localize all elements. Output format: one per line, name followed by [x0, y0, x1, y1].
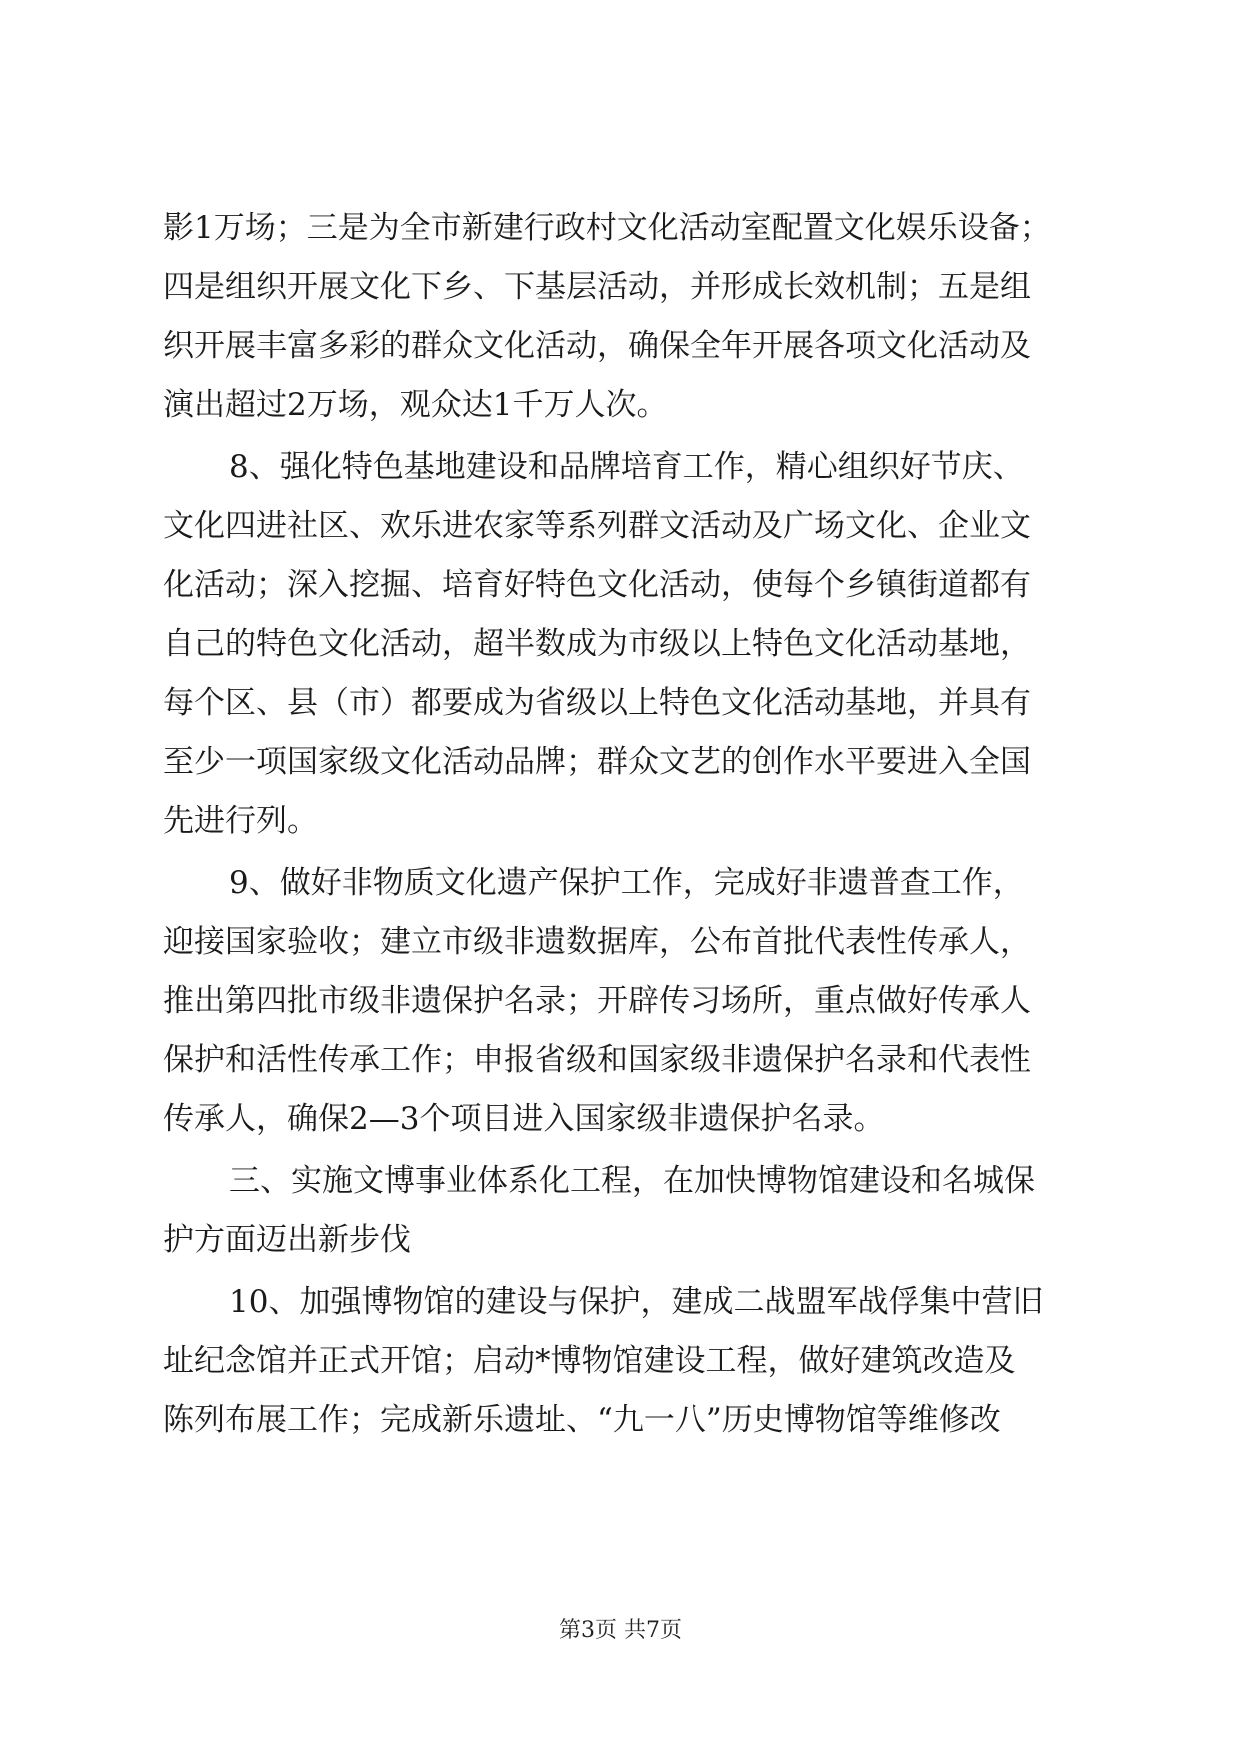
text-line: 织开展丰富多彩的群众文化活动，确保全年开展各项文化活动及 — [163, 328, 1031, 364]
text-line: 至少一项国家级文化活动品牌；群众文艺的创作水平要进入全国 — [163, 744, 1031, 780]
paragraph-10-heading-line: 10、加强博物馆的建设与保护，建成二战盟军战俘集中营旧 — [229, 1284, 1044, 1320]
text-line: 自己的特色文化活动，超半数成为市级以上特色文化活动基地， — [163, 626, 1031, 662]
text-line: 陈列布展工作；完成新乐遗址、“九一八”历史博物馆等维修改 — [163, 1402, 1001, 1438]
text-line: 护方面迈出新步伐 — [163, 1222, 411, 1258]
text-line: 先进行列。 — [163, 803, 318, 839]
text-line: 传承人，确保2—3个项目进入国家级非遗保护名录。 — [163, 1101, 885, 1137]
text-line: 四是组织开展文化下乡、下基层活动，并形成长效机制；五是组 — [163, 269, 1031, 305]
text-line: 演出超过2万场，观众达1千万人次。 — [163, 387, 668, 423]
text-line: 迎接国家验收；建立市级非遗数据库，公布首批代表性传承人， — [163, 924, 1031, 960]
paragraph-9-heading-line: 9、做好非物质文化遗产保护工作，完成好非遗普查工作， — [229, 865, 1024, 901]
text-line: 文化四进社区、欢乐进农家等系列群文活动及广场文化、企业文 — [163, 508, 1031, 544]
text-line: 影1万场；三是为全市新建行政村文化活动室配置文化娱乐设备； — [163, 210, 1051, 246]
paragraph-8-heading-line: 8、强化特色基地建设和品牌培育工作，精心组织好节庆、 — [229, 449, 1024, 485]
text-line: 保护和活性传承工作；申报省级和国家级非遗保护名录和代表性 — [163, 1042, 1031, 1078]
text-line: 推出第四批市级非遗保护名录；开辟传习场所，重点做好传承人 — [163, 983, 1031, 1019]
section-3-heading-line: 三、实施文博事业体系化工程，在加快博物馆建设和名城保 — [229, 1163, 1035, 1199]
page-number-footer: 第3页 共7页 — [559, 1618, 682, 1643]
text-line: 每个区、县（市）都要成为省级以上特色文化活动基地，并具有 — [163, 685, 1031, 721]
text-line: 址纪念馆并正式开馆；启动*博物馆建设工程，做好建筑改造及 — [163, 1343, 1016, 1379]
text-line: 化活动；深入挖掘、培育好特色文化活动，使每个乡镇街道都有 — [163, 567, 1031, 603]
